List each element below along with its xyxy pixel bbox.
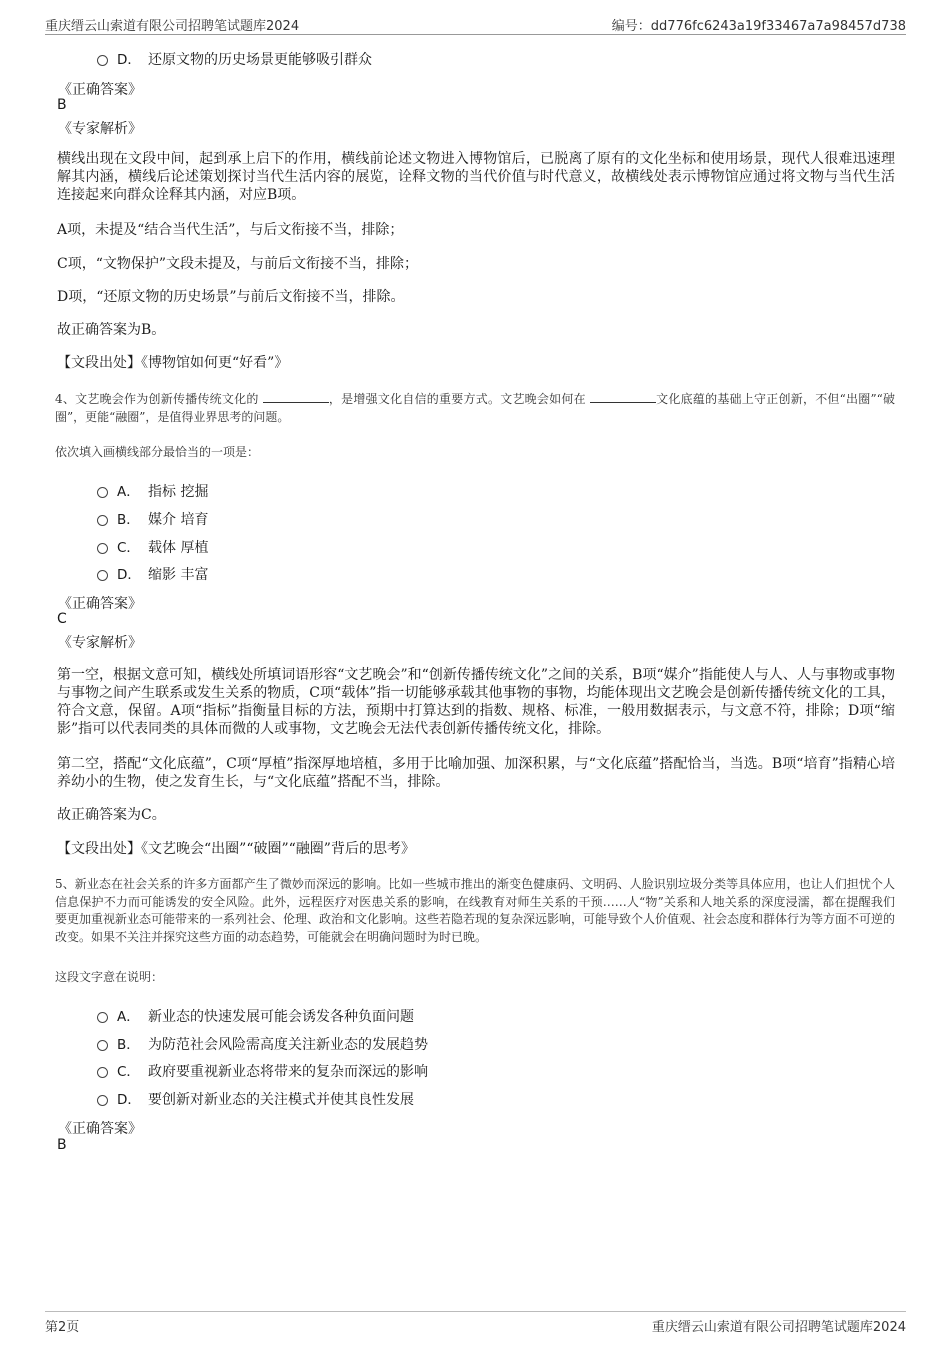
q4-prompt: 依次填入画横线部分最恰当的一项是： <box>55 445 260 459</box>
q4-answer: C <box>57 611 67 627</box>
q5-answer-label: 《正确答案》 <box>58 1121 142 1137</box>
q3-source: 【文段出处】《博物馆如何更“好看”》 <box>57 355 289 371</box>
page-footer <box>45 1311 906 1334</box>
q5-option-d[interactable]: D． 要创新对新业态的关注模式并使其良性发展 <box>97 1088 414 1109</box>
q4-option-c[interactable]: C． 载体 厚植 <box>97 536 208 557</box>
radio-icon[interactable] <box>97 515 108 526</box>
radio-icon[interactable] <box>97 487 108 498</box>
radio-icon[interactable] <box>97 1040 108 1051</box>
q4-option-b[interactable]: B． 媒介 培育 <box>97 508 208 529</box>
q3-analysis-p3: C项，“文物保护”文段未提及，与前后文衔接不当，排除； <box>57 256 419 272</box>
q3-answer-label: 《正确答案》 <box>58 82 142 98</box>
q4-source: 【文段出处】《文艺晚会“出圈”“破圈”“融圈”背后的思考》 <box>57 841 415 857</box>
q4-answer-label: 《正确答案》 <box>58 596 142 612</box>
blank-1 <box>263 390 329 403</box>
q4-option-a[interactable]: A． 指标 挖掘 <box>97 480 208 501</box>
q5-option-a[interactable]: A． 新业态的快速发展可能会诱发各种负面问题 <box>97 1005 414 1026</box>
footer-title: 重庆缙云山索道有限公司招聘笔试题库2024 <box>651 1320 906 1335</box>
header-doc-id: 编号：dd776fc6243a19f33467a7a98457d738 <box>611 19 906 34</box>
q3-analysis-label: 《专家解析》 <box>58 121 142 137</box>
q5-option-b[interactable]: B． 为防范社会风险需高度关注新业态的发展趋势 <box>97 1033 428 1054</box>
q3-analysis-p2: A项，未提及“结合当代生活”，与后文衔接不当，排除； <box>57 222 404 238</box>
q3-analysis-p4: D项，“还原文物的历史场景”与前后文衔接不当，排除。 <box>57 289 405 305</box>
q5-option-c[interactable]: C． 政府要重视新业态将带来的复杂而深远的影响 <box>97 1060 428 1081</box>
blank-2 <box>590 390 656 403</box>
q5-stem: 5、新业态在社会关系的许多方面都产生了微妙而深远的影响。比如一些城市推出的渐变色健康码、文明码、人脸识别垃圾分类等具体应用，也让人们担忧个人信息保护不力而可能诱发的安全风险。此外，远程医疗对医患关系的影响，在线教育对师生关系的干预……人“物”关系和人地关系的深度浸濡，都在提醒我们要更加重视新业态可能带来的一系列社会、伦理、政治和文化影响。这些若隐若现的复杂深远影响，可能导致个人价值观、社会态度和群体行为等方面不可逆的改变。如果不关注并探究这些方面的动态趋势，可能就会在明确问题时为时已晚。 <box>55 877 896 944</box>
q5-answer: B <box>57 1137 67 1153</box>
radio-icon[interactable] <box>97 1012 108 1023</box>
q4-stem: 4、文艺晚会作为创新传播传统文化的 ，是增强文化自信的重要方式。文艺晚会如何在 文化底蕴的基础上守正创新，不但“出圈”“破圈”，更能“融圈”，是值得业界思考的问题。 <box>55 392 896 424</box>
q3-analysis-p1: 横线出现在文段中间，起到承上启下的作用，横线前论述文物进入博物馆后，已脱离了原有的文化坐标和使用场景，现代人很难迅速理解其内涵，横线后论述策划探讨当代生活内容的展览，诠释文物的当代价值与时代意义，故横线处表示博物馆应通过将文物与当代生活连接起来向群众诠释其内涵，对应B项。 <box>57 151 895 203</box>
q4-analysis-label: 《专家解析》 <box>58 635 142 651</box>
q5-prompt: 这段文字意在说明： <box>55 970 164 984</box>
header-title: 重庆缙云山索道有限公司招聘笔试题库2024 <box>45 19 300 34</box>
page-header <box>45 14 906 35</box>
page-number: 第2页 <box>45 1320 80 1335</box>
radio-icon[interactable] <box>97 1067 108 1078</box>
radio-icon[interactable] <box>97 1095 108 1106</box>
q3-analysis-p5: 故正确答案为B。 <box>57 322 166 338</box>
q3-answer: B <box>57 97 67 113</box>
radio-icon[interactable] <box>97 55 108 66</box>
q4-analysis-p1: 第一空，根据文意可知，横线处所填词语形容“文艺晚会”和“创新传播传统文化”之间的关系，B项“媒介”指能使人与人、人与事物或事物与事物之间产生联系或发生关系的物质，C项“载体”指一切能够承载其他事物的事物，均能体现出文艺晚会是创新传播传统文化的工具，符合文意，保留。A项“指标”指衡量目标的方法，预期中打算达到的指数、规格、标准，一般用数据表示，与文意不符，排除；D项“缩影”指可以代表同类的具体而微的人或事物，文艺晚会无法代表创新传播传统文化，排除。 <box>57 667 895 737</box>
q4-analysis-p2: 第二空，搭配“文化底蕴”，C项“厚植”指深厚地培植，多用于比喻加强、加深积累，与“文化底蕴”搭配恰当，当选。B项“培育”指精心培养幼小的生物，使之发育生长，与“文化底蕴”搭配不当，排除。 <box>57 756 895 790</box>
q3-option-d[interactable]: D． 还原文物的历史场景更能够吸引群众 <box>97 48 372 69</box>
q4-option-d[interactable]: D． 缩影 丰富 <box>97 563 208 584</box>
radio-icon[interactable] <box>97 570 108 581</box>
q4-analysis-p3: 故正确答案为C。 <box>57 807 166 823</box>
radio-icon[interactable] <box>97 543 108 554</box>
